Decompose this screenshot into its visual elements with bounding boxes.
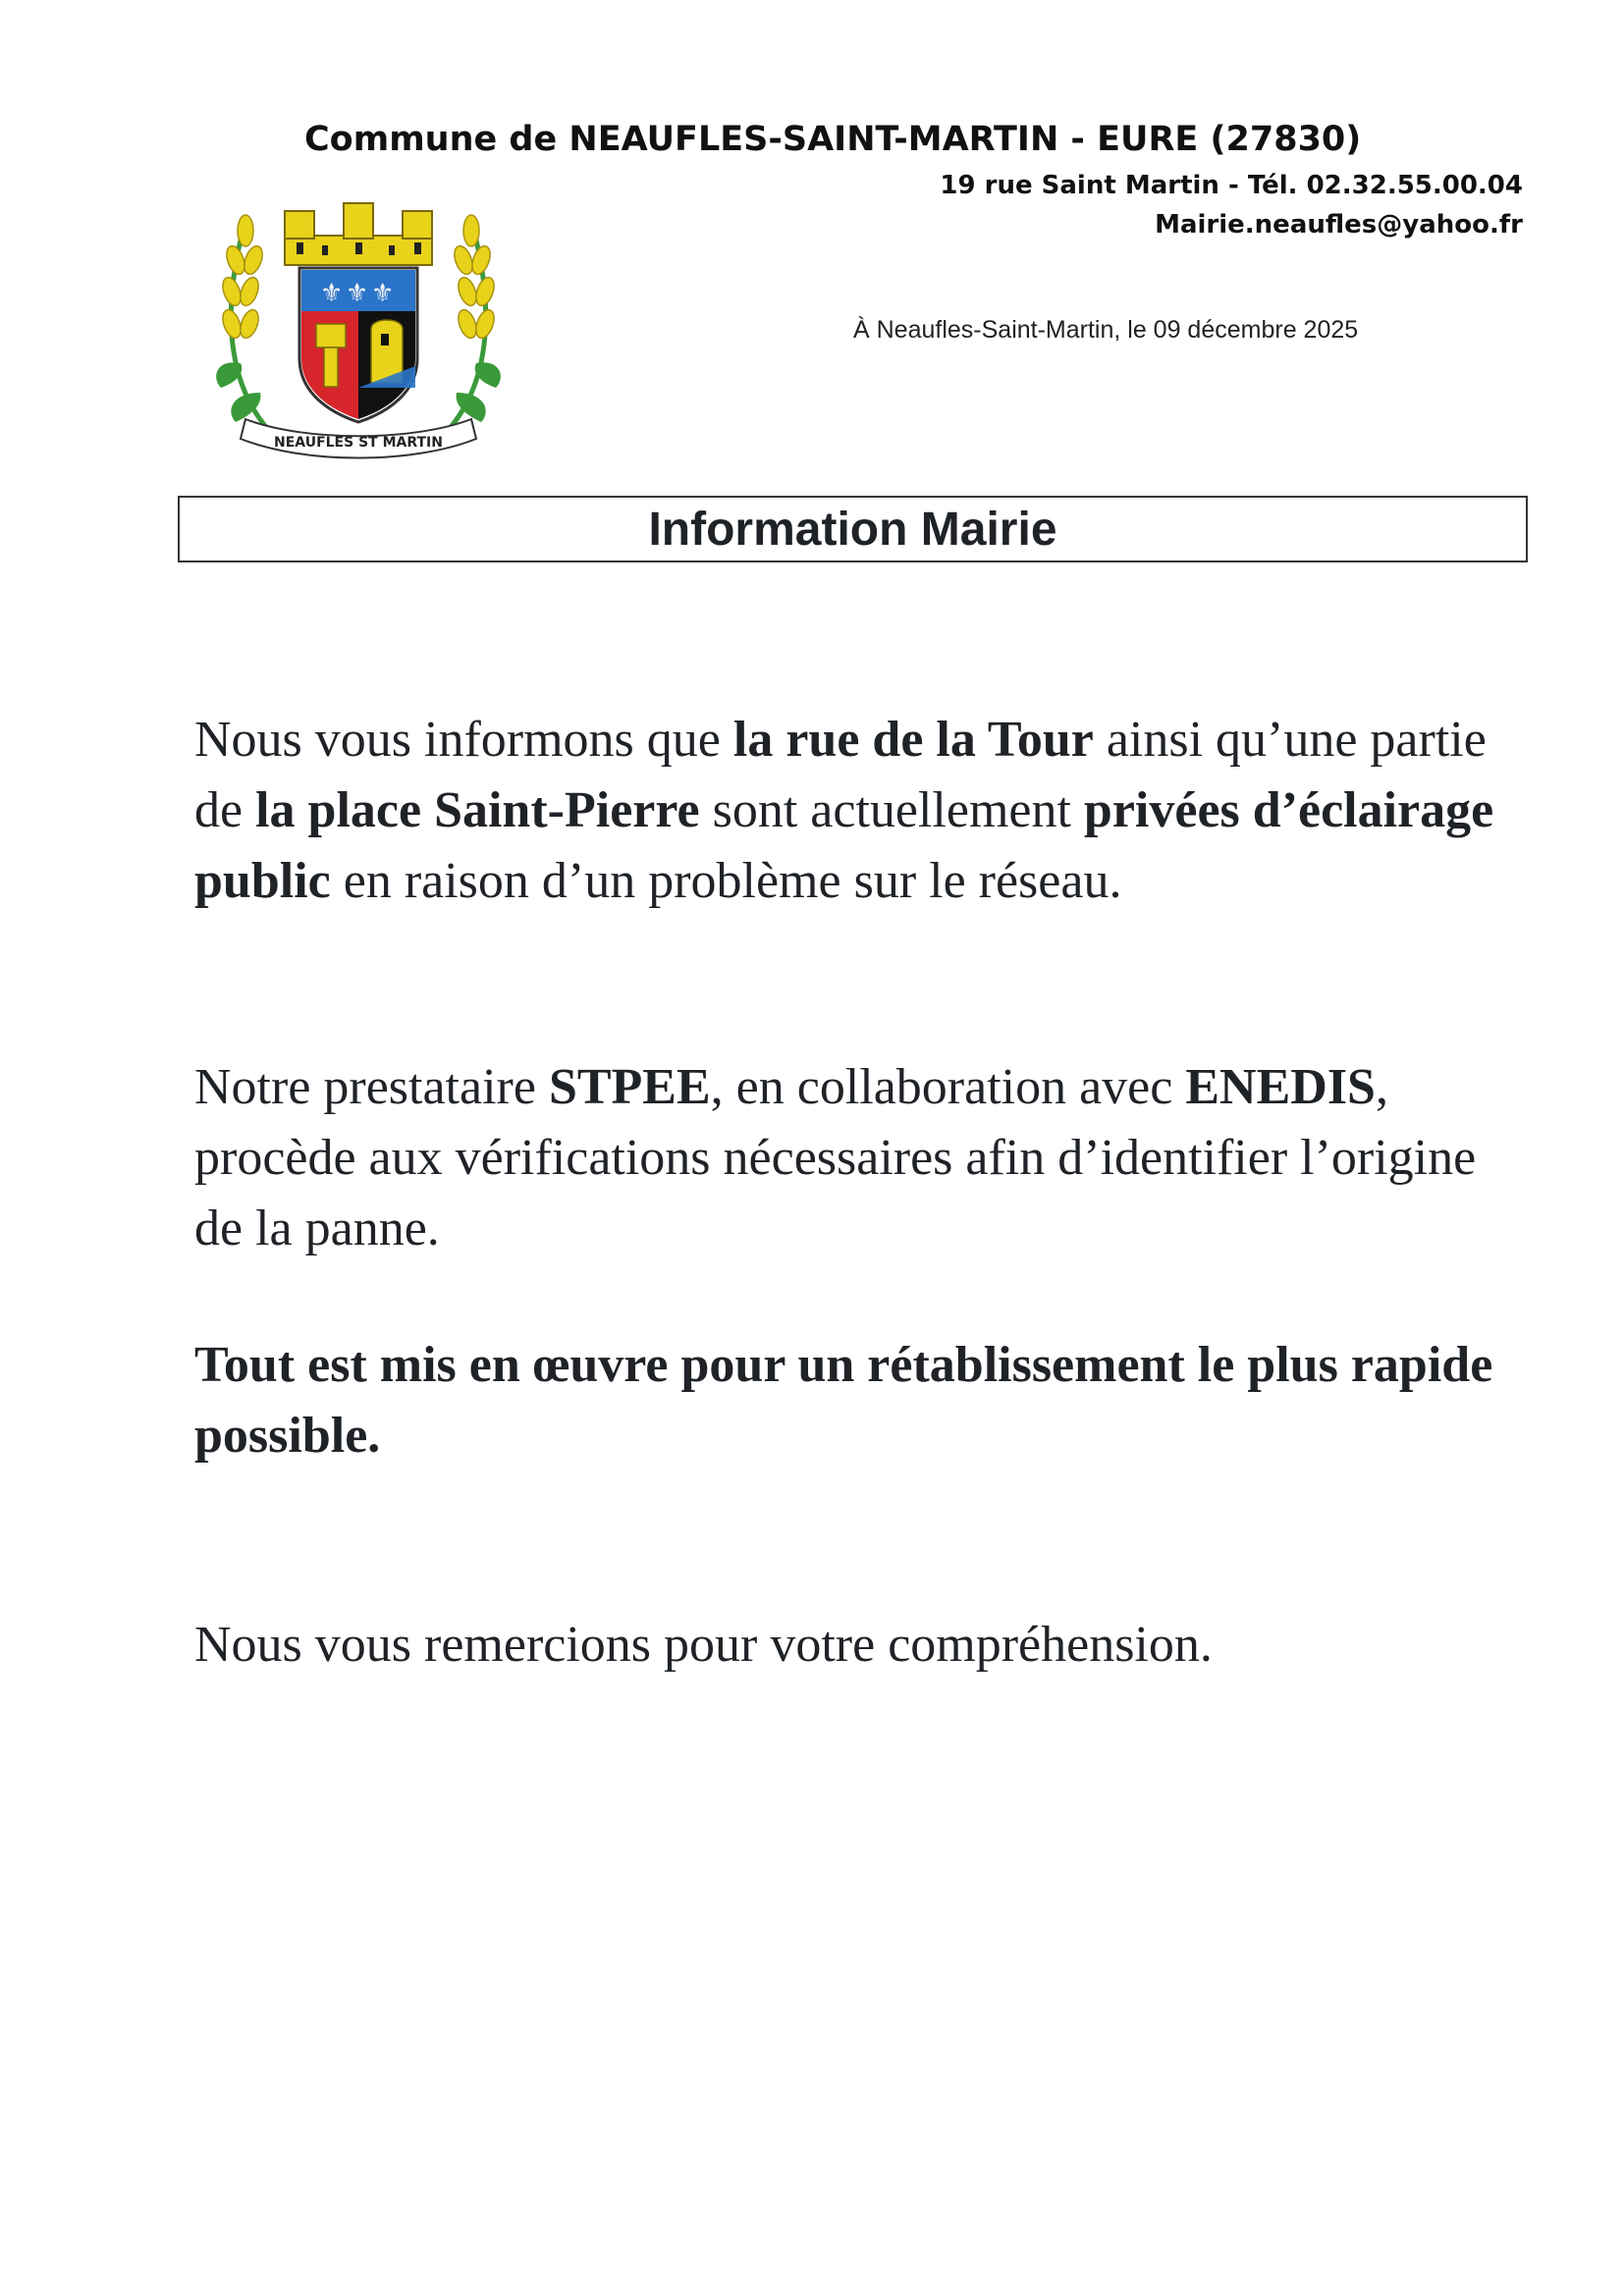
banner-ribbon (241, 419, 476, 458)
svg-text:⚜: ⚜ (346, 279, 369, 308)
date-line: À Neaufles-Saint-Martin, le 09 décembre 2025 (853, 316, 1359, 344)
notice-title: Information Mairie (648, 503, 1057, 556)
coat-of-arms-icon (206, 191, 511, 471)
commune-header-title: Commune de NEAUFLES-SAINT-MARTIN - EURE (27830) (304, 120, 1362, 159)
notice-paragraph-1: Nous vous informons que la rue de la Tour ainsi qu’une partie de la place Saint-Pierre sont actuellement privées d’éclairage public en raison d’un problème sur le réseau. (194, 712, 1494, 909)
wheat-left-icon (216, 215, 275, 437)
notice-paragraph-3: Tout est mis en œuvre pour un rétablissement le plus rapide possible. (194, 1337, 1493, 1464)
mairie-email: Mairie.neaufles@yahoo.fr (1155, 210, 1523, 240)
notice-title-box (178, 496, 1528, 562)
notice-paragraph-2: Notre prestataire STPEE, en collaboration avec ENEDIS, procède aux vérifications nécessaires afin d’identifier l’origine de la panne. (194, 1059, 1477, 1256)
shield-icon (299, 268, 417, 422)
notice-closing: Nous vous remercions pour votre compréhension. (194, 1617, 1213, 1673)
wheat-right-icon (442, 215, 501, 437)
mairie-address: 19 rue Saint Martin - Tél. 02.32.55.00.04 (940, 171, 1523, 200)
mural-crown-icon (285, 203, 432, 265)
banner-text: NEAUFLES ST MARTIN (274, 435, 443, 451)
svg-text:⚜: ⚜ (371, 279, 395, 308)
svg-text:⚜: ⚜ (320, 279, 344, 308)
